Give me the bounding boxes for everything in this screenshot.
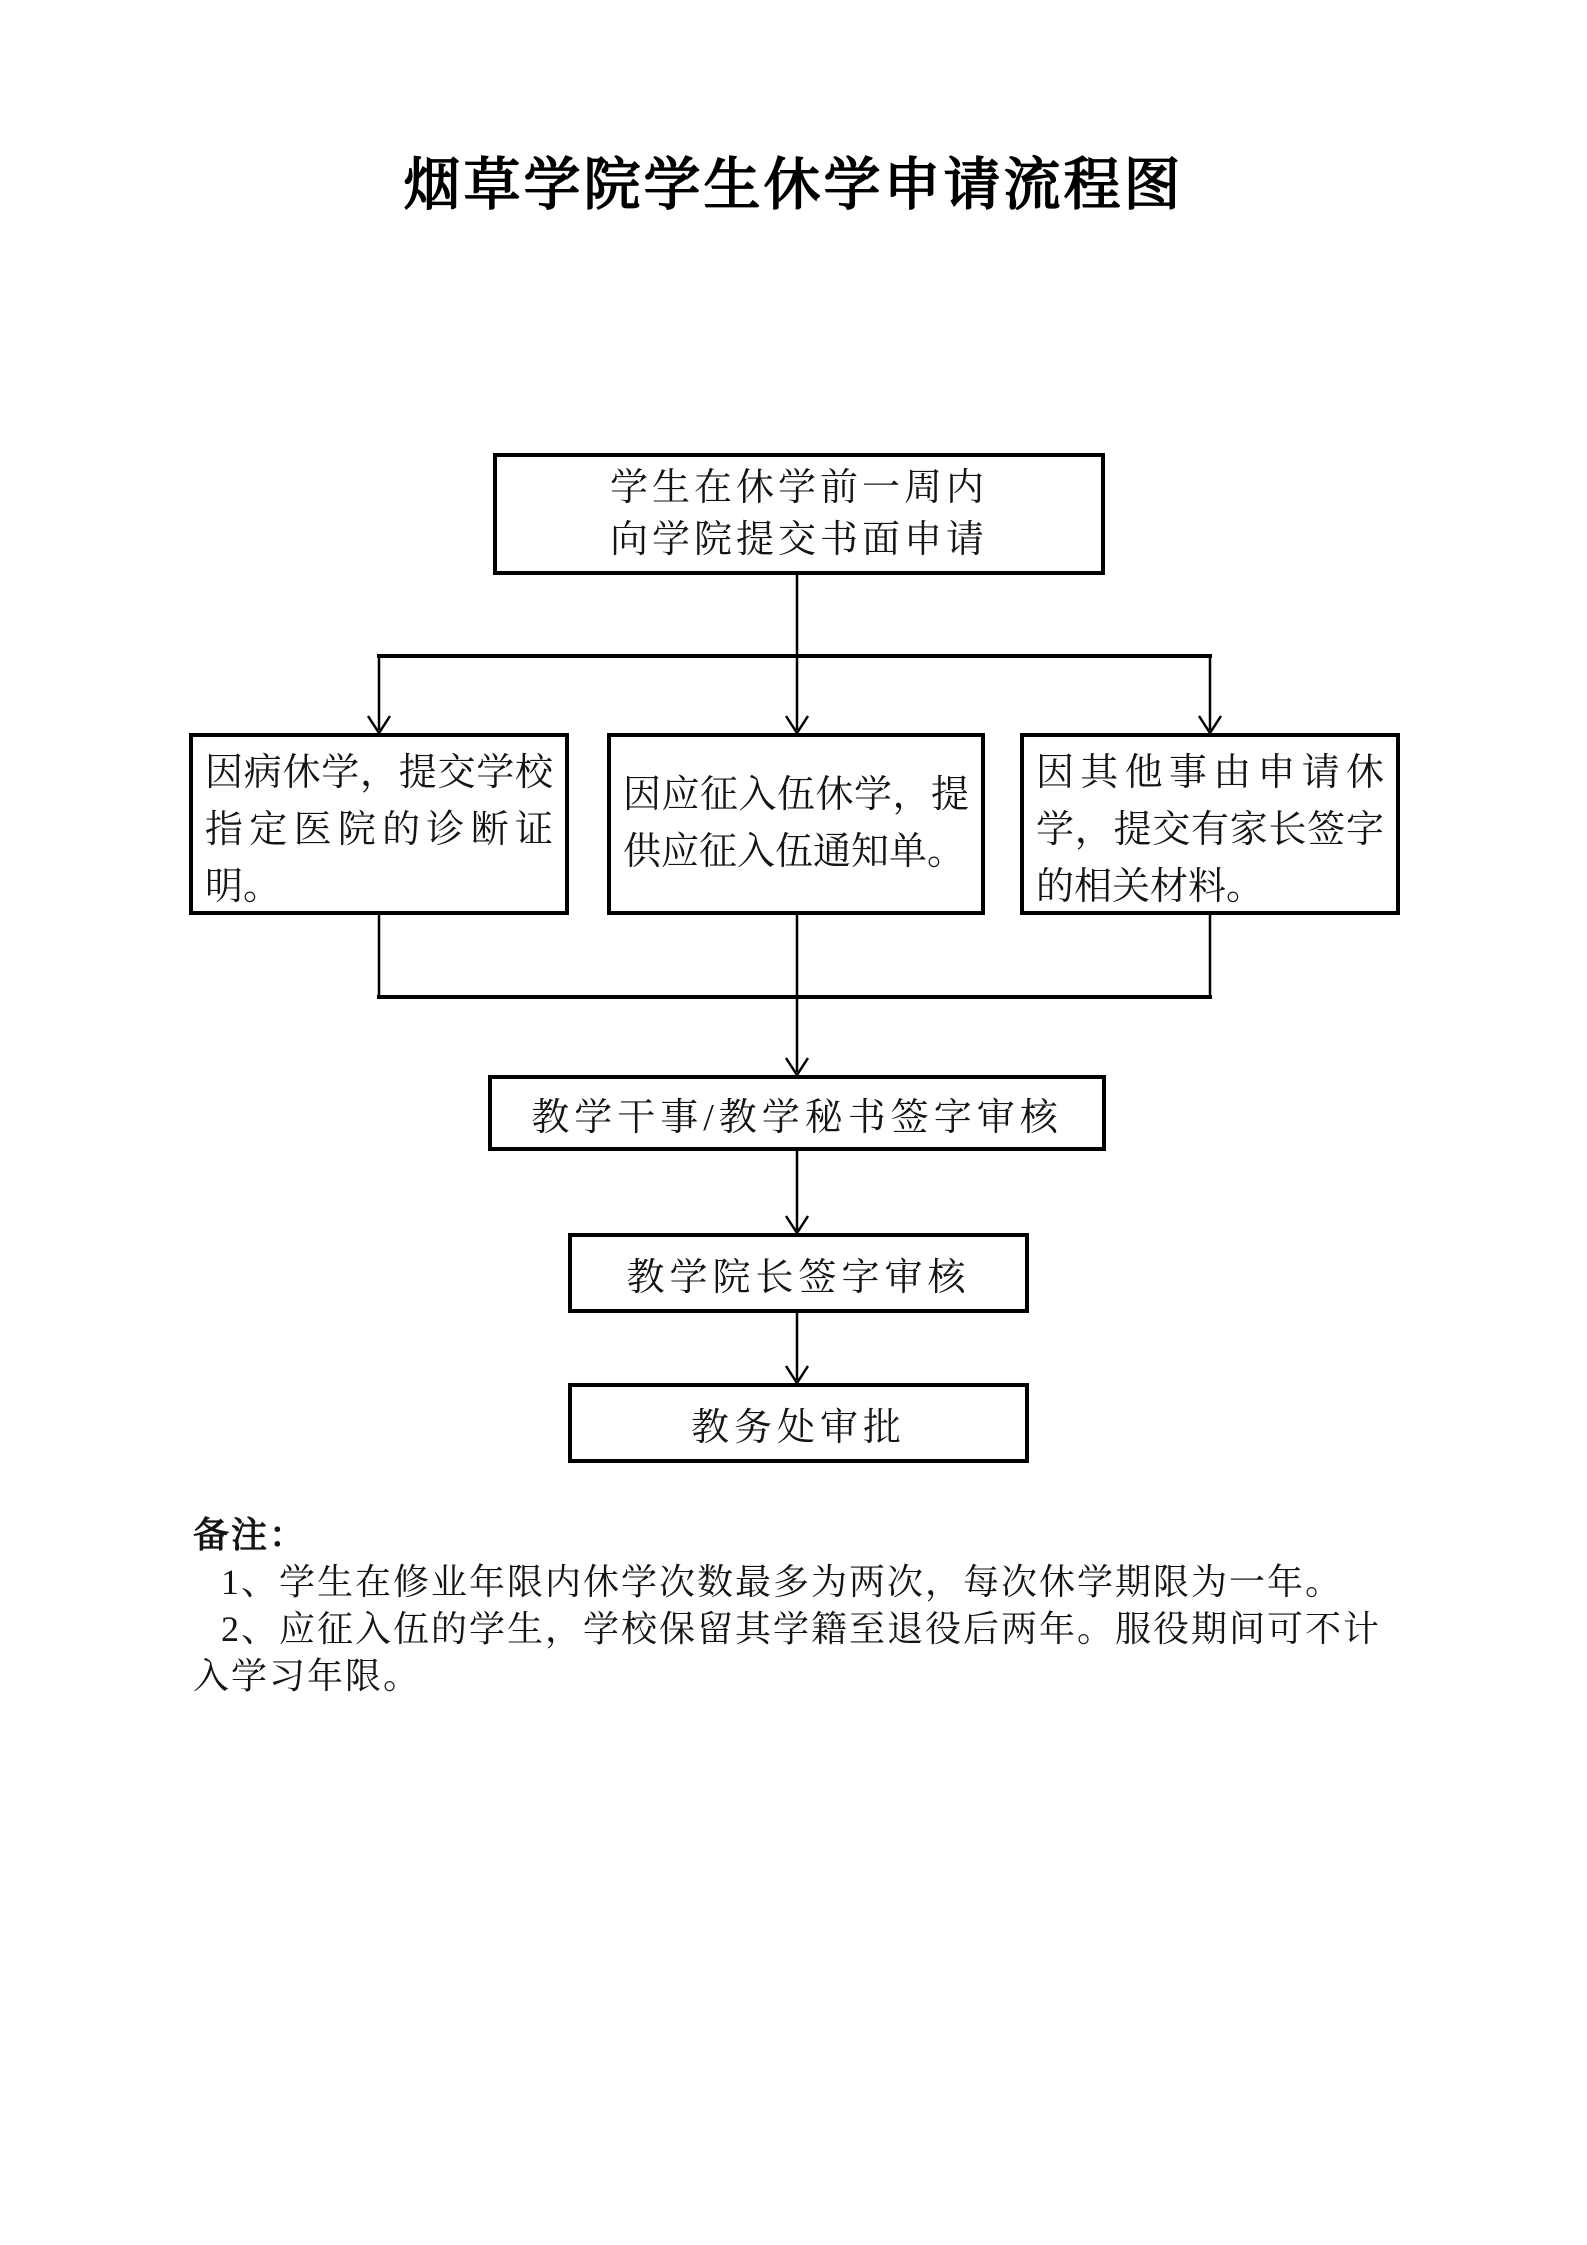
note-line-2: 2、应征入伍的学生，学校保留其学籍至退役后两年。服役期间可不计 xyxy=(221,1609,1382,1649)
flow-node-illness-leave xyxy=(189,733,569,915)
flow-node-text: 因其他事由申请休学，提交有家长签字的相关材料。 xyxy=(1036,752,1384,908)
flow-node-text: 教务处审批 xyxy=(690,1406,906,1449)
flow-node-dean-review xyxy=(568,1233,1029,1313)
note-line-1: 1、学生在修业年限内休学次数最多为两次，每次休学期限为一年。 xyxy=(221,1562,1344,1602)
flow-node-text: 因应征入伍休学，提供应征入伍通知单。 xyxy=(623,774,969,873)
flow-node-text: 教学院长签字审核 xyxy=(626,1256,971,1299)
page-title: 烟草学院学生休学申请流程图 xyxy=(403,153,1184,217)
flow-node-academic-office-approval xyxy=(568,1383,1029,1463)
flow-node-text: 因病休学，提交学校指定医院的诊断证明。 xyxy=(205,752,553,908)
note-line-2-continued: 入学习年限。 xyxy=(193,1656,422,1696)
flow-node-text-line: 学生在休学前一周内 xyxy=(609,467,988,509)
flow-node-clerk-secretary-review xyxy=(488,1075,1106,1151)
flow-node-submit-application xyxy=(493,453,1105,575)
flow-node-military-enlistment-leave xyxy=(607,733,985,915)
flow-node-text-line: 向学院提交书面申请 xyxy=(609,519,988,561)
notes-section xyxy=(193,1512,1453,1700)
flow-node-text: 教学干事/教学秘书签字审核 xyxy=(531,1096,1063,1139)
notes-heading: 备注： xyxy=(193,1515,308,1555)
flow-node-other-reason-leave xyxy=(1020,733,1400,915)
